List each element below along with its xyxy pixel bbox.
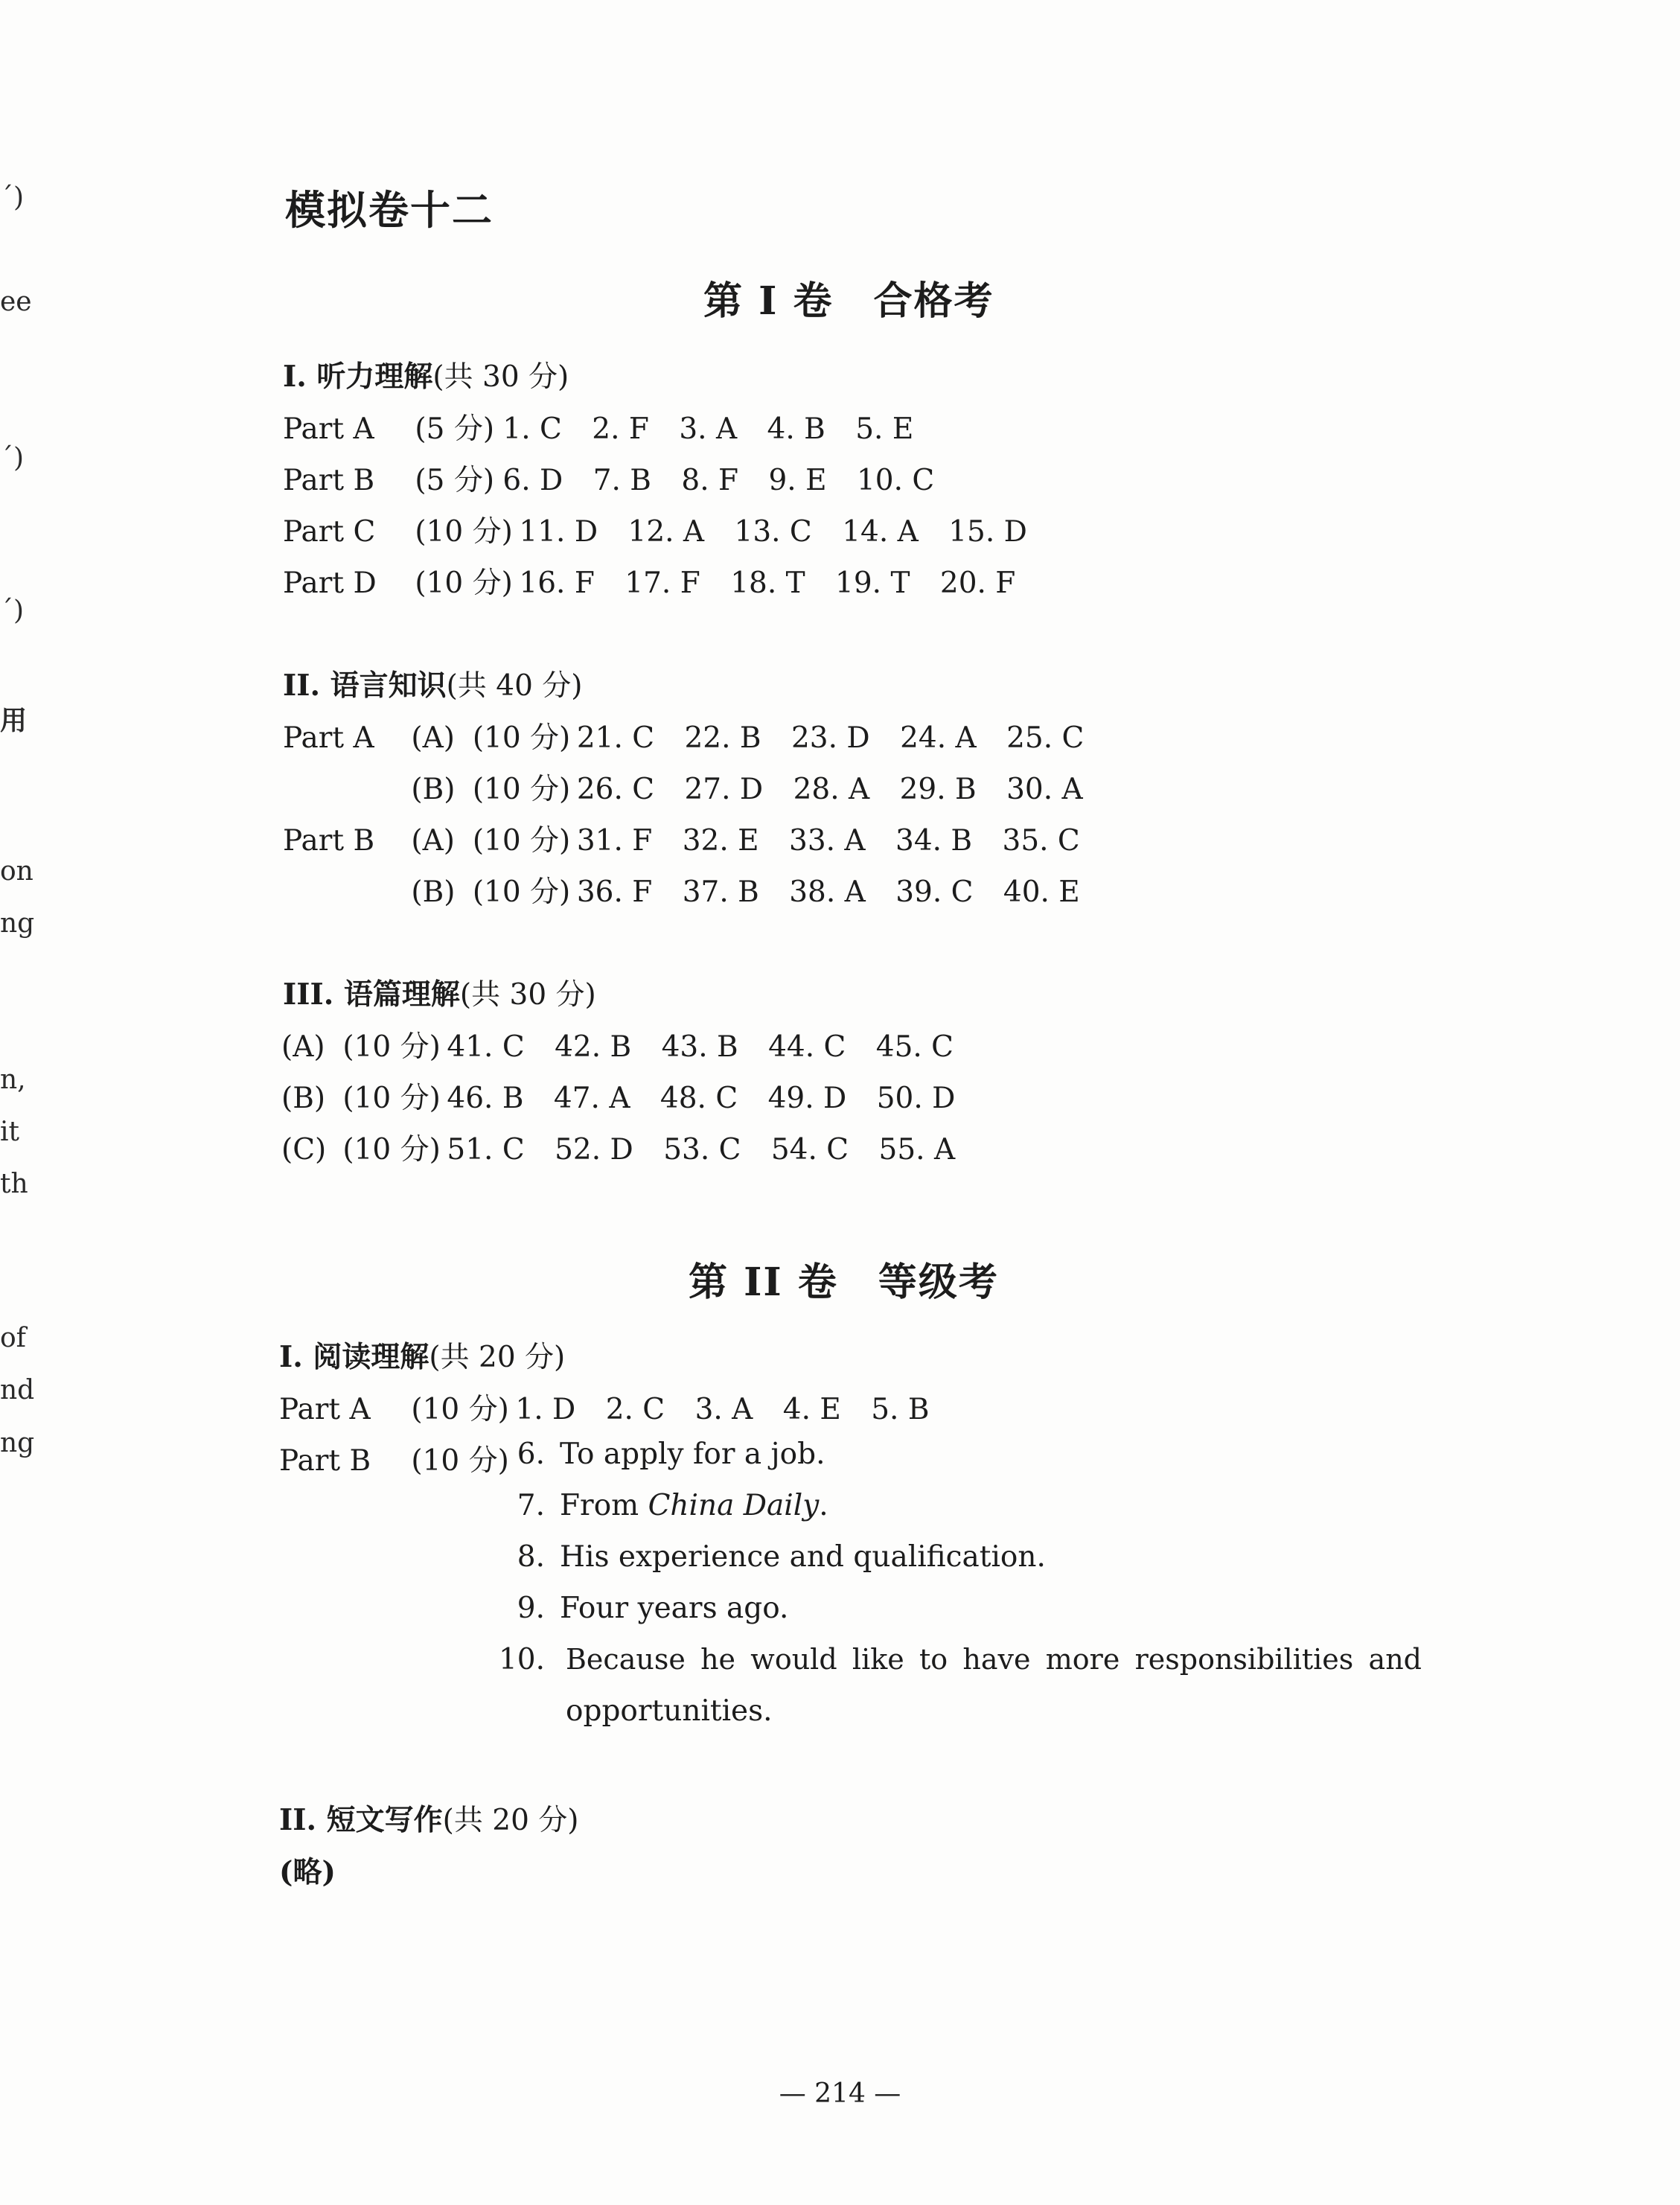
item-answer: Four years ago. [560, 1592, 789, 1625]
answer: 42. B [555, 1030, 632, 1064]
answer: 55. A [878, 1133, 956, 1167]
answer: 33. A [789, 824, 866, 858]
answer: 26. C [576, 773, 655, 806]
score: (10 分) [472, 875, 571, 909]
answer-prefix: From [560, 1489, 648, 1522]
item-answer: His experience and qualification. [560, 1540, 1046, 1574]
answer-row [283, 457, 934, 499]
sub-label: (A) [411, 824, 456, 858]
answer-italic: China Daily [648, 1489, 820, 1522]
score: (10 分) [472, 721, 571, 755]
item-num: 7. [517, 1489, 545, 1522]
item-num: 6. [517, 1437, 545, 1471]
answer-row [279, 1386, 930, 1428]
score: (10 分) [342, 1030, 441, 1064]
answer: 31. F [576, 824, 653, 858]
answer-row [281, 1075, 955, 1117]
answer-row [283, 406, 913, 447]
answer-row [279, 1437, 509, 1479]
sub-label: (B) [411, 773, 456, 806]
answer: 10. C [856, 464, 935, 497]
answer: 9. E [768, 464, 827, 497]
answer: 49. D [767, 1082, 847, 1115]
writing-note: (略) [279, 1855, 336, 1889]
heading-label: 语言知识 [330, 668, 447, 703]
answer: 44. C [768, 1030, 846, 1064]
bleed-text: nd [0, 1375, 35, 1405]
answer: 29. B [899, 773, 977, 806]
score: (10 分) [411, 1393, 509, 1426]
answer: 37. B [682, 875, 759, 909]
answer-row [283, 508, 1027, 550]
answer: 2. C [605, 1393, 665, 1426]
answer: 1. D [515, 1393, 576, 1426]
answer: 51. C [447, 1133, 525, 1167]
heading-label: 听力理解 [316, 360, 433, 394]
answer: 52. D [555, 1133, 633, 1167]
bleed-text: it [0, 1117, 19, 1147]
part-label: Part A [283, 412, 374, 446]
answer: 36. F [576, 875, 653, 909]
answer: 48. C [659, 1082, 738, 1115]
score: (10 分) [415, 567, 513, 600]
heading-points: (共 30 分) [432, 360, 569, 394]
answer: 53. C [663, 1133, 741, 1167]
reading-heading [283, 971, 596, 1013]
part-label: Part B [279, 1444, 371, 1478]
part-label: Part D [283, 567, 377, 600]
answer: 32. E [682, 824, 759, 858]
answer-row [283, 560, 1015, 601]
bleed-text: th [0, 1169, 28, 1199]
answer-row [283, 715, 1084, 756]
heading-num: I. [279, 1340, 303, 1374]
answer: 27. D [684, 773, 764, 806]
heading-num: II. [279, 1803, 317, 1837]
heading-label: 语篇理解 [343, 977, 460, 1012]
item-answer-continued: opportunities. [566, 1694, 773, 1728]
section-heading-1: 第 I 卷 合格考 [703, 278, 994, 324]
heading-points: (共 20 分) [429, 1341, 566, 1374]
answer: 43. B [661, 1030, 738, 1064]
score: (10 分) [342, 1082, 441, 1115]
answer: 5. E [855, 412, 914, 446]
part-label: Part C [283, 515, 376, 549]
answer: 4. B [767, 412, 825, 446]
bleed-text: ˊ) [0, 443, 25, 473]
item-answer: Because he would like to have more responsibilities and [566, 1643, 1422, 1676]
item-num: 9. [517, 1592, 545, 1625]
sub-label: (C) [281, 1133, 327, 1167]
answer: 6. D [502, 464, 563, 497]
part-label: Part B [283, 464, 375, 497]
answer-row [283, 766, 1083, 808]
answer: 24. A [900, 721, 977, 755]
answer: 18. T [730, 567, 805, 600]
bleed-text: ee [0, 287, 32, 317]
listening-heading [283, 354, 569, 395]
score: (10 分) [342, 1133, 441, 1167]
answer: 23. D [791, 721, 870, 755]
score: (10 分) [472, 824, 571, 858]
answer: 14. A [842, 515, 919, 549]
answer: 46. B [447, 1082, 524, 1115]
item-answer [560, 1489, 828, 1522]
answer: 2. F [592, 412, 649, 446]
answer: 40. E [1003, 875, 1080, 909]
answer-suffix: . [819, 1489, 828, 1522]
answer: 1. C [502, 412, 562, 446]
answer-row [281, 1024, 954, 1065]
heading-points: (共 40 分) [446, 669, 583, 703]
answer-row [283, 869, 1080, 910]
answer: 21. C [576, 721, 655, 755]
heading-points: (共 20 分) [442, 1804, 579, 1837]
heading-num: III. [283, 977, 334, 1012]
reading-heading-2 [279, 1334, 565, 1376]
page-title: 模拟卷十二 [285, 186, 494, 234]
heading-label: 短文写作 [326, 1803, 443, 1837]
bleed-text: of [0, 1323, 26, 1353]
bleed-text: n, [0, 1065, 26, 1095]
score: (10 分) [415, 515, 513, 549]
answer: 17. F [625, 567, 700, 600]
answer: 3. A [694, 1393, 753, 1426]
answer: 12. A [627, 515, 705, 549]
answer: 16. F [519, 567, 595, 600]
answer: 25. C [1006, 721, 1085, 755]
answer: 5. B [871, 1393, 930, 1426]
answer: 13. C [734, 515, 812, 549]
answer: 54. C [770, 1133, 849, 1167]
answer: 7. B [593, 464, 651, 497]
answer: 4. E [782, 1393, 841, 1426]
item-num: 8. [517, 1540, 545, 1574]
answer: 15. D [948, 515, 1027, 549]
answer: 28. A [793, 773, 870, 806]
heading-num: II. [283, 668, 321, 703]
answer: 38. A [789, 875, 866, 909]
heading-num: I. [283, 360, 307, 394]
answer: 11. D [519, 515, 598, 549]
item-num: 10. [498, 1643, 545, 1676]
page-number: — 214 — [779, 2078, 901, 2109]
answer: 45. C [875, 1030, 954, 1064]
sub-label: (B) [411, 875, 456, 909]
answer-row [281, 1126, 955, 1168]
score: (5 分) [415, 412, 495, 446]
heading-points: (共 30 分) [459, 978, 596, 1012]
sub-label: (A) [411, 721, 456, 755]
answer: 30. A [1006, 773, 1083, 806]
score: (10 分) [411, 1444, 509, 1478]
language-heading [283, 663, 583, 704]
answer: 3. A [679, 412, 738, 446]
bleed-text: ˊ) [0, 182, 25, 213]
bleed-text: ng [0, 1428, 35, 1458]
answer: 47. A [553, 1082, 630, 1115]
answer: 8. F [681, 464, 739, 497]
answer: 41. C [447, 1030, 525, 1064]
answer-row [283, 817, 1080, 859]
sub-label: (A) [281, 1030, 325, 1064]
score: (10 分) [472, 773, 571, 806]
answer: 20. F [939, 567, 1016, 600]
part-label: Part A [283, 721, 374, 755]
bleed-text: on [0, 856, 33, 887]
heading-label: 阅读理解 [313, 1340, 429, 1374]
answer: 34. B [895, 824, 973, 858]
answer: 19. T [835, 567, 910, 600]
answer: 50. D [876, 1082, 956, 1115]
answer: 35. C [1002, 824, 1080, 858]
sub-label: (B) [281, 1082, 326, 1115]
writing-heading [279, 1797, 579, 1839]
score: (5 分) [415, 464, 495, 497]
section-heading-2: 第 II 卷 等级考 [689, 1260, 999, 1305]
part-label: Part A [279, 1393, 371, 1426]
answer: 39. C [895, 875, 974, 909]
bleed-text: ˊ) [0, 596, 25, 626]
item-answer: To apply for a job. [560, 1437, 825, 1471]
bleed-text: ng [0, 908, 35, 939]
part-label: Part B [283, 824, 375, 858]
bleed-text: 用 [0, 705, 28, 736]
answer: 22. B [684, 721, 761, 755]
